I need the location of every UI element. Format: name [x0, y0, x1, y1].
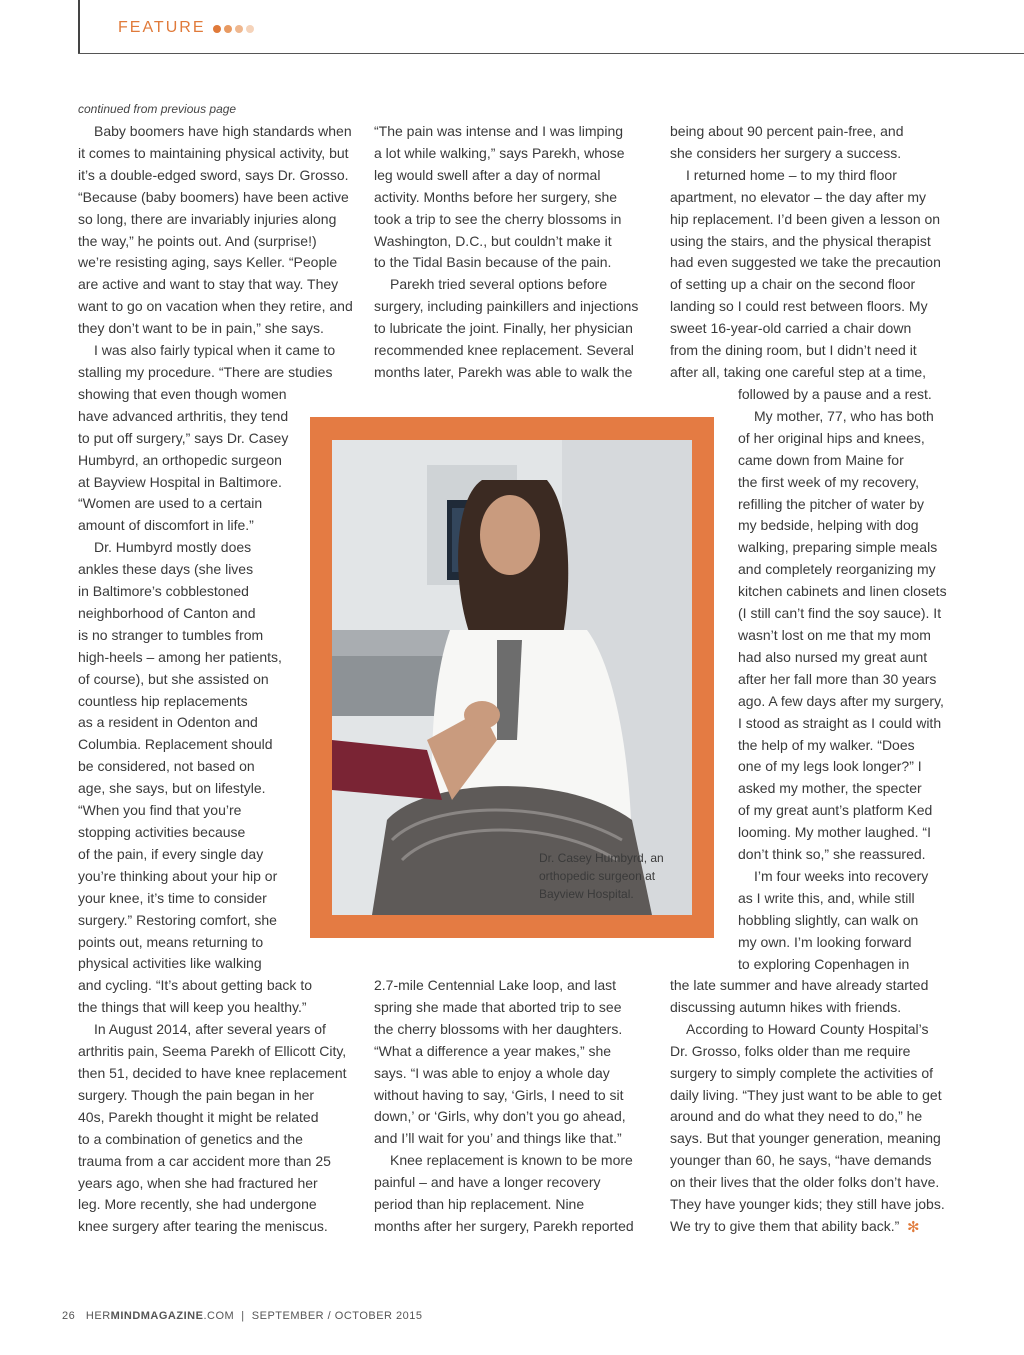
text-line: after all, taking one careful step at a time, — [670, 363, 927, 380]
text-line: don’t think so,” she reassured. — [738, 846, 926, 863]
continued-note: continued from previous page — [78, 102, 237, 116]
text-line: According to Howard County Hospital’s — [686, 1020, 929, 1037]
text-line: walking, preparing simple meals — [738, 539, 938, 556]
header-horizontal-rule — [78, 53, 1024, 54]
text-line: I returned home – to my third floor — [686, 166, 897, 183]
paragraph — [738, 406, 958, 866]
text-line: the first week of my recovery, — [738, 473, 920, 490]
text-line: 40s, Parekh thought it might be related — [78, 1108, 319, 1125]
text-line: Dr. Grosso, folks older than me require — [670, 1042, 911, 1059]
paragraph — [738, 384, 958, 406]
paragraph — [374, 975, 644, 1150]
text-line: says. But that younger generation, meaning — [670, 1130, 941, 1147]
text-line: looming. My mother laughed. “I — [738, 824, 931, 841]
column-3-top — [670, 121, 950, 384]
text-line: they don’t want to be in pain,” she says. — [78, 320, 324, 337]
text-line: leg would swell after a day of normal — [374, 166, 601, 183]
text-line: (I still can’t find the soy sauce). It — [738, 605, 942, 622]
text-line: surgery, including painkillers and injections — [374, 298, 639, 315]
text-line: kitchen cabinets and linen closets — [738, 583, 947, 600]
caption-line: Bayview Hospital. — [539, 887, 634, 901]
text-line: discussing autumn hikes with friends. — [670, 998, 902, 1015]
text-line: so long, there are invariably injuries along — [78, 210, 337, 227]
text-line: apartment, no elevator – the day after my — [670, 188, 927, 205]
text-line: of her original hips and knees, — [738, 429, 925, 446]
site-mind: MIND — [110, 1310, 141, 1322]
text-line: be considered, not based on — [78, 758, 255, 775]
text-line: without having to say, ‘Girls, I need to sit — [374, 1086, 624, 1103]
text-line: followed by a pause and a rest. — [738, 386, 932, 402]
section-dot — [213, 25, 221, 33]
doctor-photo-illustration — [332, 440, 692, 915]
text-line: down,’ or ‘Girls, why don’t you go ahead, — [374, 1108, 626, 1125]
text-line: the help of my walker. “Does — [738, 736, 915, 753]
text-line: of course), but she assisted on — [78, 670, 269, 687]
text-line: as I write this, and, while still — [738, 889, 915, 906]
text-line: at Bayview Hospital in Baltimore. — [78, 473, 282, 490]
text-line: of setting up a chair on the second floor — [670, 276, 916, 293]
text-line: she considers her surgery a success. — [670, 144, 902, 161]
text-line: daily living. “They just want to be able to get — [670, 1086, 942, 1103]
section-dot — [224, 25, 232, 33]
text-line: I’m four weeks into recovery — [754, 867, 929, 884]
text-line: after her fall more than 30 years — [738, 670, 937, 687]
text-line: it’s a double-edged sword, says Dr. Grosso. — [78, 166, 349, 183]
footer-separator: | — [241, 1310, 245, 1322]
text-line: 2.7-mile Centennial Lake loop, and last — [374, 977, 617, 993]
text-line: then 51, decided to have knee replacement — [78, 1064, 347, 1081]
text-line: ankles these days (she lives — [78, 561, 254, 578]
text-line: of my great aunt’s platform Ked — [738, 802, 933, 819]
text-line: the cherry blossoms with her daughters. — [374, 1020, 623, 1037]
text-line: “When you find that you’re — [78, 802, 242, 819]
paragraph — [78, 1019, 358, 1238]
text-line: we’re resisting aging, says Keller. “People — [78, 254, 338, 271]
text-line: Humbyrd, an orthopedic surgeon — [78, 451, 282, 468]
text-line: had even suggested we take the precaution — [670, 254, 941, 271]
text-line: “Women are used to a certain — [78, 495, 263, 512]
end-mark-icon: ✻ — [907, 1218, 920, 1236]
text-line: Parekh tried several options before — [390, 276, 608, 293]
text-line: sweet 16-year-old carried a chair down — [670, 320, 912, 337]
paragraph — [670, 975, 950, 1019]
paragraph — [374, 121, 644, 274]
column-2-bottom — [374, 975, 644, 1238]
text-line: months after her surgery, Parekh reported — [374, 1217, 634, 1234]
caption-line: orthopedic surgeon at — [539, 869, 656, 883]
site-tld: .COM — [203, 1310, 235, 1322]
text-line: countless hip replacements — [78, 692, 248, 709]
paragraph — [374, 1150, 644, 1238]
text-line: knee surgery after tearing the meniscus. — [78, 1218, 328, 1235]
column-3-wrap — [738, 384, 958, 975]
text-line: years ago, when she had fractured her — [78, 1174, 318, 1191]
text-line: your knee, it’s time to consider — [78, 889, 267, 906]
text-line: being about 90 percent pain-free, and — [670, 123, 904, 139]
text-line: My mother, 77, who has both — [754, 407, 934, 424]
text-line: is no stranger to tumbles from — [78, 626, 264, 643]
page-number: 26 — [62, 1310, 76, 1322]
text-line: says. “I was able to enjoy a whole day — [374, 1064, 610, 1081]
text-line: I was also fairly typical when it came to — [94, 342, 336, 359]
text-line: months later, Parekh was able to walk the — [374, 363, 633, 380]
text-line: trauma from a car accident more than 25 — [78, 1152, 331, 1169]
text-line: period than hip replacement. Nine — [374, 1196, 585, 1213]
text-line: asked my mother, the specter — [738, 780, 922, 797]
text-line: using the stairs, and the physical therapist — [670, 232, 931, 249]
paragraph — [670, 1019, 950, 1238]
header-vertical-rule — [78, 0, 80, 54]
text-line: “The pain was intense and I was limping — [374, 123, 624, 139]
text-line: arthritis pain, Seema Parekh of Ellicott City, — [78, 1043, 347, 1060]
text-line: refilling the pitcher of water by — [738, 495, 924, 512]
text-line: In August 2014, after several years of — [94, 1021, 326, 1038]
text-line: of the pain, if every single day — [78, 845, 264, 862]
text-line: activity. Months before her surgery, she — [374, 188, 618, 205]
text-line: Knee replacement is known to be more — [390, 1152, 633, 1169]
site-magazine: MAGAZINE — [140, 1310, 204, 1322]
issue-date: SEPTEMBER / OCTOBER 2015 — [251, 1310, 423, 1322]
paragraph — [670, 165, 950, 384]
text-line: are active and want to stay that way. They — [78, 276, 339, 293]
column-3-bottom — [670, 975, 950, 1238]
site-her: HER — [85, 1310, 111, 1322]
section-dot — [246, 25, 254, 33]
text-line: stalling my procedure. “There are studies — [78, 363, 333, 380]
text-line: my own. I’m looking forward — [738, 933, 912, 950]
paragraph — [738, 866, 958, 976]
text-line: high-heels – among her patients, — [78, 648, 282, 665]
text-line: leg. More recently, she had undergone — [78, 1196, 317, 1213]
text-line: have advanced arthritis, they tend — [78, 407, 289, 424]
text-line: and completely reorganizing my — [738, 561, 936, 578]
text-line: neighborhood of Canton and — [78, 604, 256, 621]
text-line: surgery to simply complete the activities of — [670, 1064, 933, 1081]
text-line: and I’ll wait for you’ and things like that.” — [374, 1130, 622, 1147]
text-line: showing that even though women — [78, 385, 287, 402]
paragraph — [374, 274, 644, 384]
doctor-photo — [332, 440, 692, 915]
text-line: you’re thinking about your hip or — [78, 867, 278, 884]
text-line: We try to give them that ability back.” — [670, 1217, 900, 1234]
text-line: “What a difference a year makes,” she — [374, 1042, 612, 1059]
text-line: the things that will keep you healthy.” — [78, 999, 307, 1016]
text-line: landing so I could rest between floors. My — [670, 298, 928, 315]
text-line: on their lives that the older folks don’t have. — [670, 1174, 940, 1191]
text-line: my bedside, helping with dog — [738, 517, 919, 534]
text-line: Dr. Humbyrd mostly does — [94, 539, 252, 556]
text-line: around and do what they need to do,” he — [670, 1108, 923, 1125]
text-line: took a trip to see the cherry blossoms in — [374, 210, 622, 227]
text-line: age, she says, but on lifestyle. — [78, 780, 266, 797]
text-line: and cycling. “It’s about getting back to — [78, 977, 312, 994]
text-line: Columbia. Replacement should — [78, 736, 273, 753]
text-line: younger than 60, he says, “have demands — [670, 1152, 932, 1169]
text-line: as a resident in Odenton and — [78, 714, 258, 731]
text-line: want to go on vacation when they retire, and — [78, 298, 353, 315]
page-footer — [62, 1310, 423, 1322]
text-line: surgery.” Restoring comfort, she — [78, 911, 277, 928]
photo-caption — [539, 849, 664, 903]
text-line: the late summer and have already started — [670, 977, 929, 993]
text-line: “Because (baby boomers) have been active — [78, 188, 349, 205]
text-line: to lubricate the joint. Finally, her physician — [374, 320, 633, 337]
text-line: I stood as straight as I could with — [738, 714, 942, 731]
section-dot — [235, 25, 243, 33]
text-line: from the dining room, but I didn’t need it — [670, 342, 917, 359]
text-line: had also nursed my great aunt — [738, 648, 928, 665]
text-line: the way,” he points out. And (surprise!) — [78, 232, 317, 249]
caption-line: Dr. Casey Humbyrd, an — [539, 851, 664, 865]
text-line: a lot while walking,” says Parekh, whose — [374, 144, 625, 161]
paragraph — [670, 121, 950, 165]
text-line: Baby boomers have high standards when — [94, 123, 352, 139]
text-line: wasn’t lost on me that my mom — [738, 626, 931, 643]
text-line: stopping activities because — [78, 824, 246, 840]
text-line: They have younger kids; they still have jobs. — [670, 1196, 945, 1213]
text-line: hobbling slightly, can walk on — [738, 911, 919, 928]
text-line: hip replacement. I’d been given a lesson on — [670, 210, 941, 227]
text-line: points out, means returning to — [78, 933, 264, 950]
text-line: to the Tidal Basin because of the pain. — [374, 254, 612, 271]
section-label: FEATURE — [118, 19, 206, 36]
text-line: to put off surgery,” says Dr. Casey — [78, 429, 289, 446]
column-2-top — [374, 121, 644, 384]
section-dots — [213, 25, 254, 33]
text-line: spring she made that aborted trip to see — [374, 998, 622, 1015]
text-line: ago. A few days after my surgery, — [738, 692, 944, 709]
text-line: painful – and have a longer recovery — [374, 1174, 601, 1191]
text-line: one of my legs look longer?” I — [738, 758, 922, 775]
text-line: to exploring Copenhagen in — [738, 955, 910, 972]
text-line: in Baltimore’s cobblestoned — [78, 583, 249, 600]
text-line: recommended knee replacement. Several — [374, 342, 634, 359]
text-line: physical activities like walking — [78, 955, 262, 972]
paragraph — [78, 121, 358, 340]
text-line: amount of discomfort in life.” — [78, 517, 254, 534]
text-line: surgery. Though the pain began in her — [78, 1086, 315, 1103]
text-line: Washington, D.C., but couldn’t make it — [374, 232, 612, 249]
text-line: it comes to maintaining physical activity, but — [78, 144, 349, 161]
text-line: came down from Maine for — [738, 451, 904, 468]
text-line: to a combination of genetics and the — [78, 1130, 303, 1147]
